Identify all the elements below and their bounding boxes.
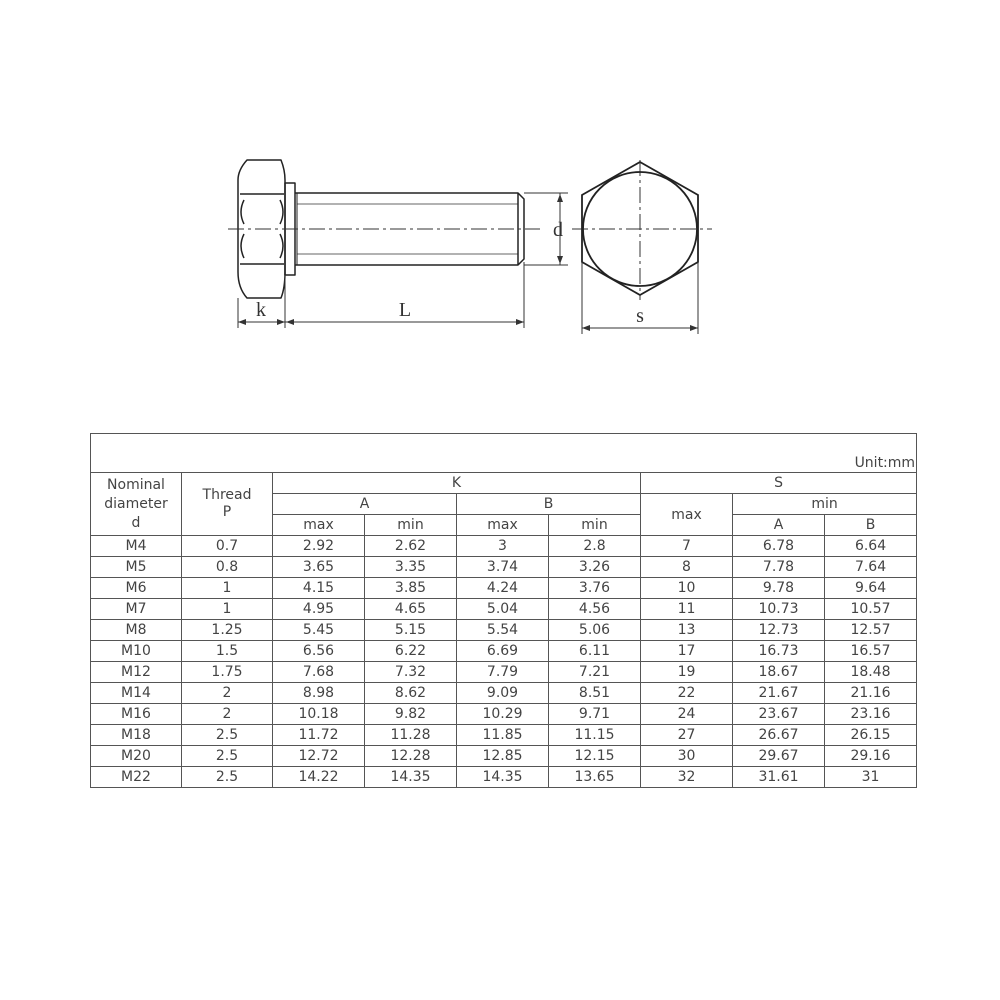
table-cell: 3.26 xyxy=(549,557,641,578)
s-min-header: min xyxy=(733,494,917,515)
table-cell: 5.04 xyxy=(457,599,549,620)
nominal-header-line3: d xyxy=(131,514,141,531)
thread-header xyxy=(182,473,273,536)
table-cell: 23.67 xyxy=(733,704,825,725)
table-cell: 5.15 xyxy=(365,620,457,641)
table-cell: 12.73 xyxy=(733,620,825,641)
table-row xyxy=(91,641,917,662)
table-cell: 0.7 xyxy=(182,536,273,557)
table-cell: M22 xyxy=(91,767,182,788)
table-row xyxy=(91,578,917,599)
table-cell: M18 xyxy=(91,725,182,746)
table-cell: M10 xyxy=(91,641,182,662)
table-cell: 24 xyxy=(641,704,733,725)
table-cell: 5.45 xyxy=(273,620,365,641)
table-cell: M4 xyxy=(91,536,182,557)
table-cell: 3.76 xyxy=(549,578,641,599)
thread-header-line1: Thread xyxy=(202,487,252,503)
table-cell: 26.15 xyxy=(825,725,917,746)
dimension-d-label: d xyxy=(553,219,563,241)
table-row xyxy=(91,536,917,557)
table-cell: 2.62 xyxy=(365,536,457,557)
table-cell: 5.54 xyxy=(457,620,549,641)
table-cell: 2 xyxy=(182,683,273,704)
dimension-k-label: k xyxy=(256,299,266,321)
table-cell: 7.32 xyxy=(365,662,457,683)
table-cell: 8.51 xyxy=(549,683,641,704)
table-cell: 12.15 xyxy=(549,746,641,767)
table-cell: 10.29 xyxy=(457,704,549,725)
table-cell: M12 xyxy=(91,662,182,683)
s-header: S xyxy=(641,473,917,494)
table-cell: 14.35 xyxy=(457,767,549,788)
table-cell: 22 xyxy=(641,683,733,704)
table-cell: M16 xyxy=(91,704,182,725)
center-lines xyxy=(228,160,712,300)
table-cell: 13 xyxy=(641,620,733,641)
table-cell: 2.5 xyxy=(182,767,273,788)
table-row xyxy=(91,767,917,788)
table-cell: 7.68 xyxy=(273,662,365,683)
table-row xyxy=(91,704,917,725)
table-cell: 12.28 xyxy=(365,746,457,767)
dimension-s-label: s xyxy=(636,305,644,327)
table-cell: 21.16 xyxy=(825,683,917,704)
table-cell: 8 xyxy=(641,557,733,578)
table-cell: 8.62 xyxy=(365,683,457,704)
table-cell: 14.22 xyxy=(273,767,365,788)
table-cell: 10.73 xyxy=(733,599,825,620)
table-row xyxy=(91,725,917,746)
table-cell: 27 xyxy=(641,725,733,746)
k-a-max-header: max xyxy=(273,515,365,536)
k-a-header: A xyxy=(273,494,457,515)
table-cell: 3.35 xyxy=(365,557,457,578)
table-cell: 2 xyxy=(182,704,273,725)
table-cell: 18.48 xyxy=(825,662,917,683)
s-max-header: max xyxy=(641,494,733,536)
k-b-min-header: min xyxy=(549,515,641,536)
table-row xyxy=(91,746,917,767)
table-cell: M7 xyxy=(91,599,182,620)
table-cell: M5 xyxy=(91,557,182,578)
table-cell: 7.64 xyxy=(825,557,917,578)
table-cell: 12.57 xyxy=(825,620,917,641)
table-cell: 10.18 xyxy=(273,704,365,725)
table-cell: 3.65 xyxy=(273,557,365,578)
table-cell: 23.16 xyxy=(825,704,917,725)
table-cell: 11.72 xyxy=(273,725,365,746)
bolt-technical-drawing xyxy=(0,0,1000,400)
table-cell: 9.64 xyxy=(825,578,917,599)
table-cell: 9.78 xyxy=(733,578,825,599)
table-cell: 14.35 xyxy=(365,767,457,788)
nominal-header-line1: Nominal xyxy=(107,476,165,493)
table-cell: 6.69 xyxy=(457,641,549,662)
s-min-b-header: B xyxy=(825,515,917,536)
table-cell: 9.82 xyxy=(365,704,457,725)
table-cell: 1.5 xyxy=(182,641,273,662)
table-cell: 5.06 xyxy=(549,620,641,641)
unit-row xyxy=(91,434,917,473)
table-cell: 1.25 xyxy=(182,620,273,641)
table-row xyxy=(91,599,917,620)
table-cell: 16.57 xyxy=(825,641,917,662)
table-cell: 12.85 xyxy=(457,746,549,767)
table-cell: 4.65 xyxy=(365,599,457,620)
table-cell: 26.67 xyxy=(733,725,825,746)
table-cell: 10.57 xyxy=(825,599,917,620)
table-cell: 12.72 xyxy=(273,746,365,767)
table-row xyxy=(91,620,917,641)
table-cell: 6.64 xyxy=(825,536,917,557)
k-header: K xyxy=(273,473,641,494)
nominal-header-line2: diameter xyxy=(104,495,168,512)
table-cell: 2.5 xyxy=(182,725,273,746)
table-cell: 1 xyxy=(182,578,273,599)
table-cell: M20 xyxy=(91,746,182,767)
table-cell: 0.8 xyxy=(182,557,273,578)
table-cell: 4.24 xyxy=(457,578,549,599)
table-cell: M6 xyxy=(91,578,182,599)
table-cell: 31 xyxy=(825,767,917,788)
table-cell: 2.5 xyxy=(182,746,273,767)
table-cell: 30 xyxy=(641,746,733,767)
table-cell: 11.28 xyxy=(365,725,457,746)
k-b-max-header: max xyxy=(457,515,549,536)
table-cell: 6.22 xyxy=(365,641,457,662)
table-cell: 7 xyxy=(641,536,733,557)
thread-header-line2: P xyxy=(222,504,232,520)
table-cell: 2.92 xyxy=(273,536,365,557)
table-cell: 11.85 xyxy=(457,725,549,746)
table-cell: 4.56 xyxy=(549,599,641,620)
table-cell: 11.15 xyxy=(549,725,641,746)
table-cell: 7.79 xyxy=(457,662,549,683)
table-cell: M14 xyxy=(91,683,182,704)
table-cell: 1.75 xyxy=(182,662,273,683)
table-cell: 29.67 xyxy=(733,746,825,767)
header-row-1 xyxy=(91,473,917,494)
nominal-diameter-header xyxy=(91,473,182,536)
table-cell: 18.67 xyxy=(733,662,825,683)
table-cell: 3.85 xyxy=(365,578,457,599)
k-b-header: B xyxy=(457,494,641,515)
table-cell: 7.21 xyxy=(549,662,641,683)
table-row xyxy=(91,662,917,683)
table-cell: 32 xyxy=(641,767,733,788)
table-cell: 2.8 xyxy=(549,536,641,557)
table-row xyxy=(91,683,917,704)
table-cell: 21.67 xyxy=(733,683,825,704)
unit-label: Unit:mm xyxy=(91,434,917,473)
table-cell: 4.95 xyxy=(273,599,365,620)
s-min-a-header: A xyxy=(733,515,825,536)
table-cell: M8 xyxy=(91,620,182,641)
dimension-L-label: L xyxy=(398,299,412,321)
table-cell: 8.98 xyxy=(273,683,365,704)
table-cell: 31.61 xyxy=(733,767,825,788)
table-cell: 6.56 xyxy=(273,641,365,662)
table-cell: 6.11 xyxy=(549,641,641,662)
table-cell: 4.15 xyxy=(273,578,365,599)
table-cell: 10 xyxy=(641,578,733,599)
bolt-dimension-table xyxy=(90,433,917,788)
table-cell: 9.71 xyxy=(549,704,641,725)
table-cell: 3.74 xyxy=(457,557,549,578)
table-cell: 11 xyxy=(641,599,733,620)
table-cell: 29.16 xyxy=(825,746,917,767)
table-cell: 16.73 xyxy=(733,641,825,662)
table-cell: 13.65 xyxy=(549,767,641,788)
table-cell: 19 xyxy=(641,662,733,683)
table-cell: 17 xyxy=(641,641,733,662)
k-a-min-header: min xyxy=(365,515,457,536)
table-row xyxy=(91,557,917,578)
table-cell: 7.78 xyxy=(733,557,825,578)
table-cell: 9.09 xyxy=(457,683,549,704)
table-cell: 3 xyxy=(457,536,549,557)
table-cell: 6.78 xyxy=(733,536,825,557)
table-cell: 1 xyxy=(182,599,273,620)
